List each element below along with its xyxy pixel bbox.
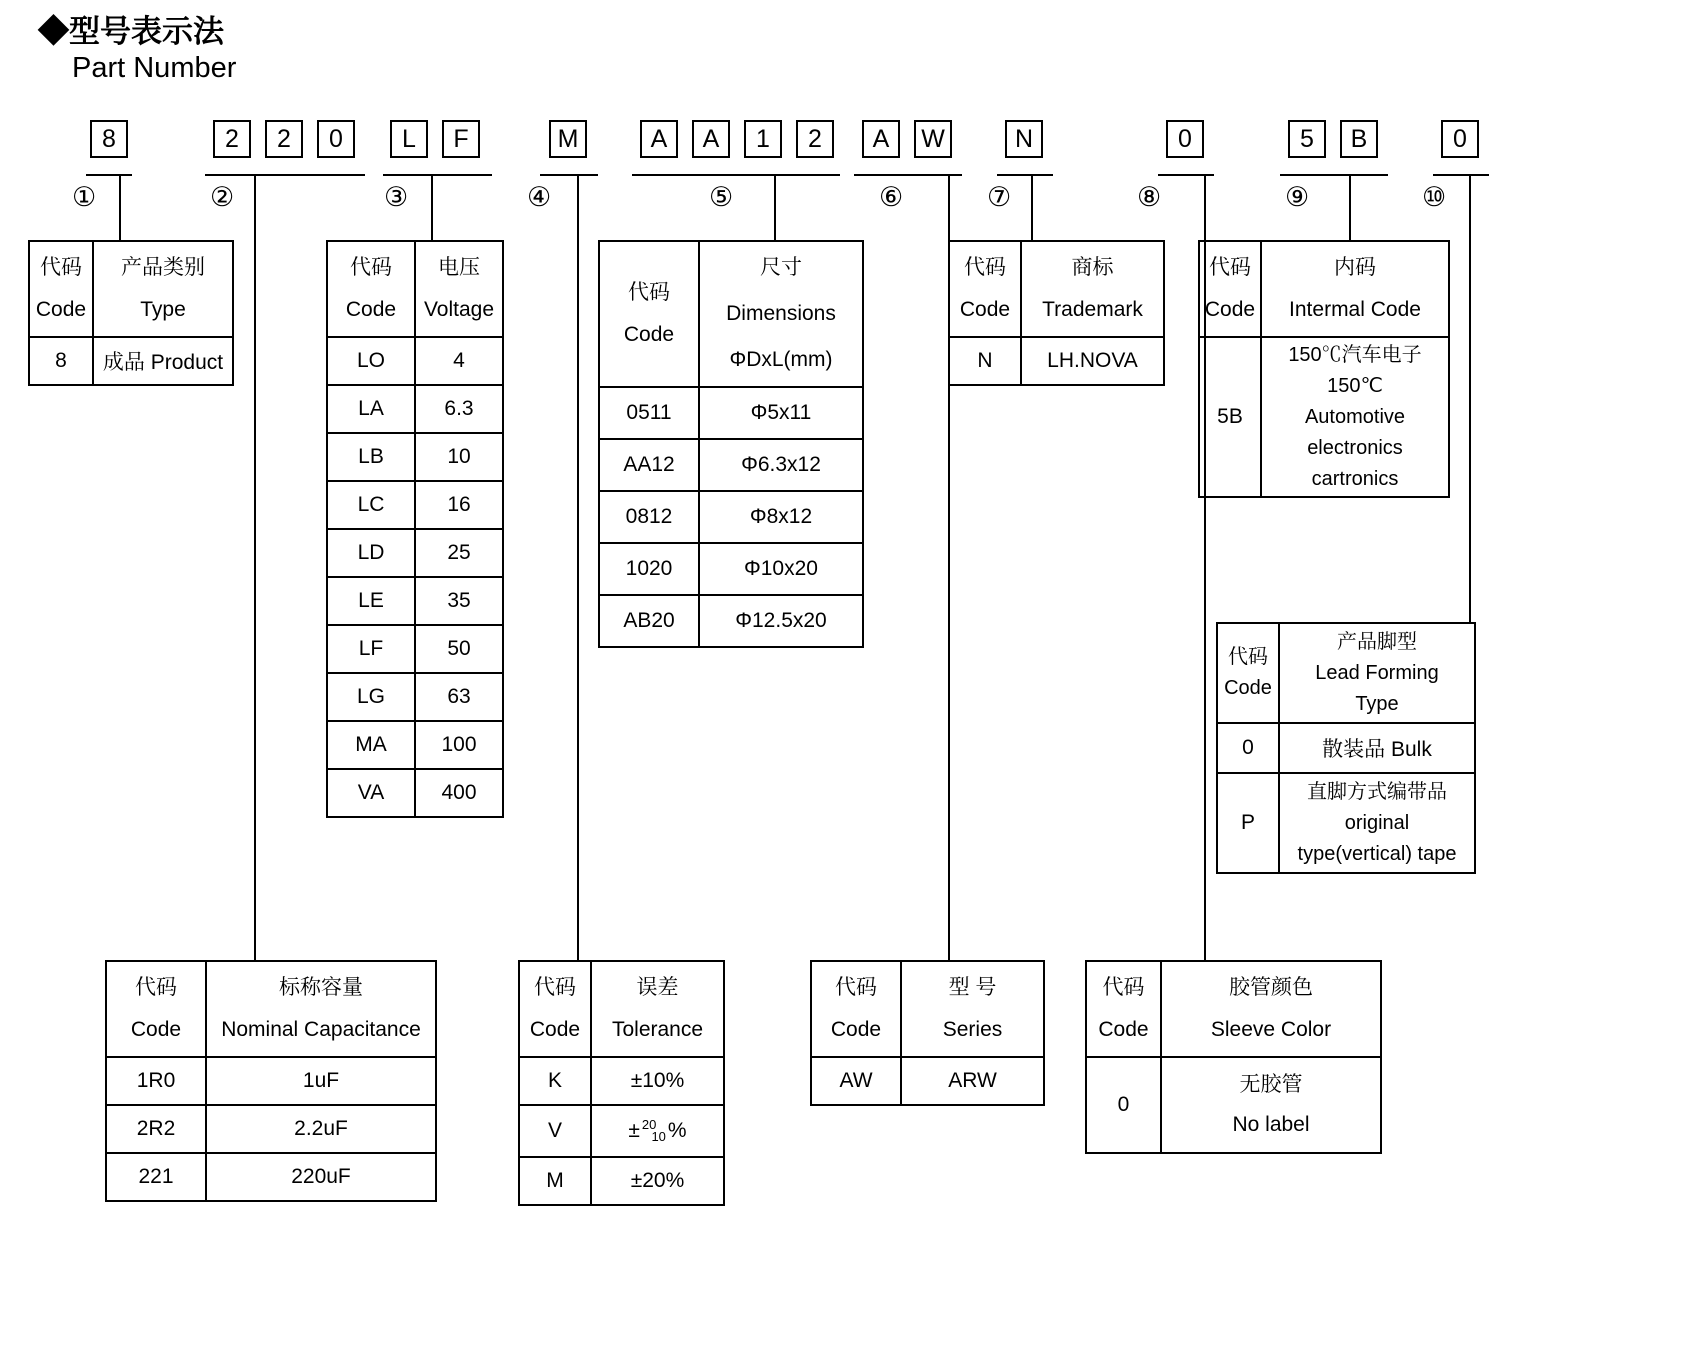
code-cell: 0 xyxy=(1217,723,1279,773)
value-cell: 50 xyxy=(415,625,503,673)
pn-circle-5: ⑤ xyxy=(709,182,734,212)
pn-char-box: 2 xyxy=(265,120,303,158)
table-row xyxy=(106,1153,436,1201)
column-header: 代码 Code xyxy=(599,241,699,387)
code-cell: LE xyxy=(327,577,415,625)
pn-circle-8: ⑧ xyxy=(1137,182,1162,212)
value-cell: 成品 Product xyxy=(93,337,233,385)
pn-underline-10 xyxy=(1433,174,1489,176)
table-row xyxy=(1217,773,1475,873)
value-cell: ±10% xyxy=(591,1057,724,1105)
column-header: 代码 Code xyxy=(519,961,591,1057)
pn-group-8 xyxy=(1166,120,1204,158)
column-header: 电压 Voltage xyxy=(415,241,503,337)
table-row xyxy=(327,721,503,769)
pn-char-box: M xyxy=(549,120,587,158)
value-cell: Φ8x12 xyxy=(699,491,863,543)
table-row xyxy=(327,337,503,385)
table-row xyxy=(327,673,503,721)
code-cell: 8 xyxy=(29,337,93,385)
table-row xyxy=(519,1105,724,1157)
pn-circle-2: ② xyxy=(210,182,235,212)
value-cell: 10 xyxy=(415,433,503,481)
column-header: 内码 Intermal Code xyxy=(1261,241,1449,337)
pn-char-box: 8 xyxy=(90,120,128,158)
table-row xyxy=(29,337,233,385)
pn-char-box: W xyxy=(914,120,952,158)
value-cell: 无胶管 No label xyxy=(1161,1057,1381,1153)
code-cell: 0812 xyxy=(599,491,699,543)
value-cell: Φ5x11 xyxy=(699,387,863,439)
column-header: 产品类别 Type xyxy=(93,241,233,337)
pn-char-box: A xyxy=(862,120,900,158)
pn-group-6 xyxy=(862,120,952,158)
value-cell: Φ6.3x12 xyxy=(699,439,863,491)
table-row xyxy=(327,433,503,481)
column-header: 代码 Code xyxy=(1199,241,1261,337)
pn-char-box: 2 xyxy=(796,120,834,158)
column-header: 尺寸 Dimensions ΦDxL(mm) xyxy=(699,241,863,387)
column-header: 标称容量 Nominal Capacitance xyxy=(206,961,436,1057)
pn-connector-4 xyxy=(577,176,579,960)
column-header: 代码 Code xyxy=(949,241,1021,337)
pn-group-7 xyxy=(1005,120,1043,158)
value-cell: 16 xyxy=(415,481,503,529)
pn-circle-1: ① xyxy=(72,182,97,212)
pn-circle-4: ④ xyxy=(527,182,552,212)
column-header: 代码 Code xyxy=(327,241,415,337)
value-cell: Φ12.5x20 xyxy=(699,595,863,647)
pn-underline-2 xyxy=(205,174,365,176)
table-row xyxy=(106,1057,436,1105)
capacitance-table xyxy=(105,960,437,1202)
pn-circle-3: ③ xyxy=(384,182,409,212)
table-row xyxy=(1199,337,1449,497)
code-cell: LB xyxy=(327,433,415,481)
table-row xyxy=(327,577,503,625)
code-cell: 0 xyxy=(1086,1057,1161,1153)
code-cell: V xyxy=(519,1105,591,1157)
pn-char-box: 2 xyxy=(213,120,251,158)
code-cell: MA xyxy=(327,721,415,769)
type-table xyxy=(28,240,234,386)
value-cell: 4 xyxy=(415,337,503,385)
pn-connector-3 xyxy=(431,176,433,240)
value-cell: 1uF xyxy=(206,1057,436,1105)
pn-underline-9 xyxy=(1280,174,1388,176)
pn-underline-4 xyxy=(540,174,598,176)
pn-connector-2 xyxy=(254,176,256,960)
value-cell: 直脚方式编带品 original type(vertical) tape xyxy=(1279,773,1475,873)
pn-group-10 xyxy=(1441,120,1479,158)
dimensions-table xyxy=(598,240,864,648)
value-cell: ARW xyxy=(901,1057,1044,1105)
pn-char-box: 0 xyxy=(1441,120,1479,158)
pn-char-box: F xyxy=(442,120,480,158)
column-header: 误差 Tolerance xyxy=(591,961,724,1057)
column-header: 代码 Code xyxy=(1086,961,1161,1057)
pn-group-1 xyxy=(90,120,128,158)
pn-underline-3 xyxy=(383,174,492,176)
pn-circle-7: ⑦ xyxy=(987,182,1012,212)
code-cell: LF xyxy=(327,625,415,673)
code-cell: N xyxy=(949,337,1021,385)
code-cell: K xyxy=(519,1057,591,1105)
code-cell: LO xyxy=(327,337,415,385)
pn-group-4 xyxy=(549,120,587,158)
value-cell: ± 20 10 % xyxy=(591,1105,724,1157)
table-row xyxy=(327,769,503,817)
pn-char-box: N xyxy=(1005,120,1043,158)
value-cell: Φ10x20 xyxy=(699,543,863,595)
column-header: 商标 Trademark xyxy=(1021,241,1164,337)
pn-underline-7 xyxy=(997,174,1053,176)
column-header: 代码 Code xyxy=(811,961,901,1057)
pn-group-9 xyxy=(1288,120,1378,158)
pn-connector-10 xyxy=(1469,176,1471,622)
table-row xyxy=(1086,1057,1381,1153)
pn-circle-6: ⑥ xyxy=(879,182,904,212)
value-cell: LH.NOVA xyxy=(1021,337,1164,385)
code-cell: VA xyxy=(327,769,415,817)
value-cell: 2.2uF xyxy=(206,1105,436,1153)
code-cell: 1R0 xyxy=(106,1057,206,1105)
column-header: 型 号 Series xyxy=(901,961,1044,1057)
value-cell: 6.3 xyxy=(415,385,503,433)
pn-char-box: 0 xyxy=(317,120,355,158)
pn-group-5 xyxy=(640,120,834,158)
pn-connector-1 xyxy=(119,176,121,240)
pn-circle-10: ⑩ xyxy=(1422,182,1447,212)
table-row xyxy=(811,1057,1044,1105)
table-row xyxy=(599,543,863,595)
pn-char-box: 1 xyxy=(744,120,782,158)
pn-underline-6 xyxy=(854,174,962,176)
value-cell: 35 xyxy=(415,577,503,625)
value-cell: 100 xyxy=(415,721,503,769)
table-row xyxy=(327,529,503,577)
pn-group-2 xyxy=(213,120,355,158)
code-cell: LD xyxy=(327,529,415,577)
pn-underline-5 xyxy=(632,174,840,176)
code-cell: 0511 xyxy=(599,387,699,439)
value-cell: 63 xyxy=(415,673,503,721)
table-row xyxy=(106,1105,436,1153)
code-cell: AB20 xyxy=(599,595,699,647)
code-cell: LC xyxy=(327,481,415,529)
tolerance-table xyxy=(518,960,725,1206)
table-row xyxy=(949,337,1164,385)
voltage-table xyxy=(326,240,504,818)
table-row xyxy=(599,491,863,543)
code-cell: 5B xyxy=(1199,337,1261,497)
table-row xyxy=(599,387,863,439)
code-cell: AW xyxy=(811,1057,901,1105)
code-cell: M xyxy=(519,1157,591,1205)
code-cell: AA12 xyxy=(599,439,699,491)
column-header: 代码 Code xyxy=(1217,623,1279,723)
column-header: 代码 Code xyxy=(106,961,206,1057)
lead-forming-table xyxy=(1216,622,1476,874)
column-header: 产品脚型 Lead Forming Type xyxy=(1279,623,1475,723)
sleeve-color-table xyxy=(1085,960,1382,1154)
pn-connector-7 xyxy=(1031,176,1033,240)
pn-char-box: 5 xyxy=(1288,120,1326,158)
pn-char-box: A xyxy=(692,120,730,158)
table-row xyxy=(519,1157,724,1205)
table-row xyxy=(1217,723,1475,773)
pn-char-box: A xyxy=(640,120,678,158)
code-cell: P xyxy=(1217,773,1279,873)
code-cell: 2R2 xyxy=(106,1105,206,1153)
pn-connector-9 xyxy=(1349,176,1351,240)
page-title-en: Part Number xyxy=(72,52,237,84)
trademark-table xyxy=(948,240,1165,386)
pn-group-3 xyxy=(390,120,480,158)
value-cell: 25 xyxy=(415,529,503,577)
column-header: 胶管颜色 Sleeve Color xyxy=(1161,961,1381,1057)
pn-char-box: B xyxy=(1340,120,1378,158)
value-cell: ±20% xyxy=(591,1157,724,1205)
pn-connector-5 xyxy=(774,176,776,240)
value-cell: 150℃汽车电子 150℃ Automotive electronics cartronics xyxy=(1261,337,1449,497)
code-cell: 1020 xyxy=(599,543,699,595)
value-cell: 散装品 Bulk xyxy=(1279,723,1475,773)
column-header: 代码 Code xyxy=(29,241,93,337)
page-title-zh: ◆型号表示法 xyxy=(38,14,224,49)
table-row xyxy=(519,1057,724,1105)
table-row xyxy=(599,439,863,491)
pn-char-box: L xyxy=(390,120,428,158)
pn-char-box: 0 xyxy=(1166,120,1204,158)
pn-underline-1 xyxy=(86,174,132,176)
value-cell: 400 xyxy=(415,769,503,817)
pn-circle-9: ⑨ xyxy=(1285,182,1310,212)
code-cell: LG xyxy=(327,673,415,721)
table-row xyxy=(327,481,503,529)
series-table xyxy=(810,960,1045,1106)
value-cell: 220uF xyxy=(206,1153,436,1201)
table-row xyxy=(599,595,863,647)
table-row xyxy=(327,385,503,433)
table-row xyxy=(327,625,503,673)
code-cell: 221 xyxy=(106,1153,206,1201)
code-cell: LA xyxy=(327,385,415,433)
internal-code-table xyxy=(1198,240,1450,498)
